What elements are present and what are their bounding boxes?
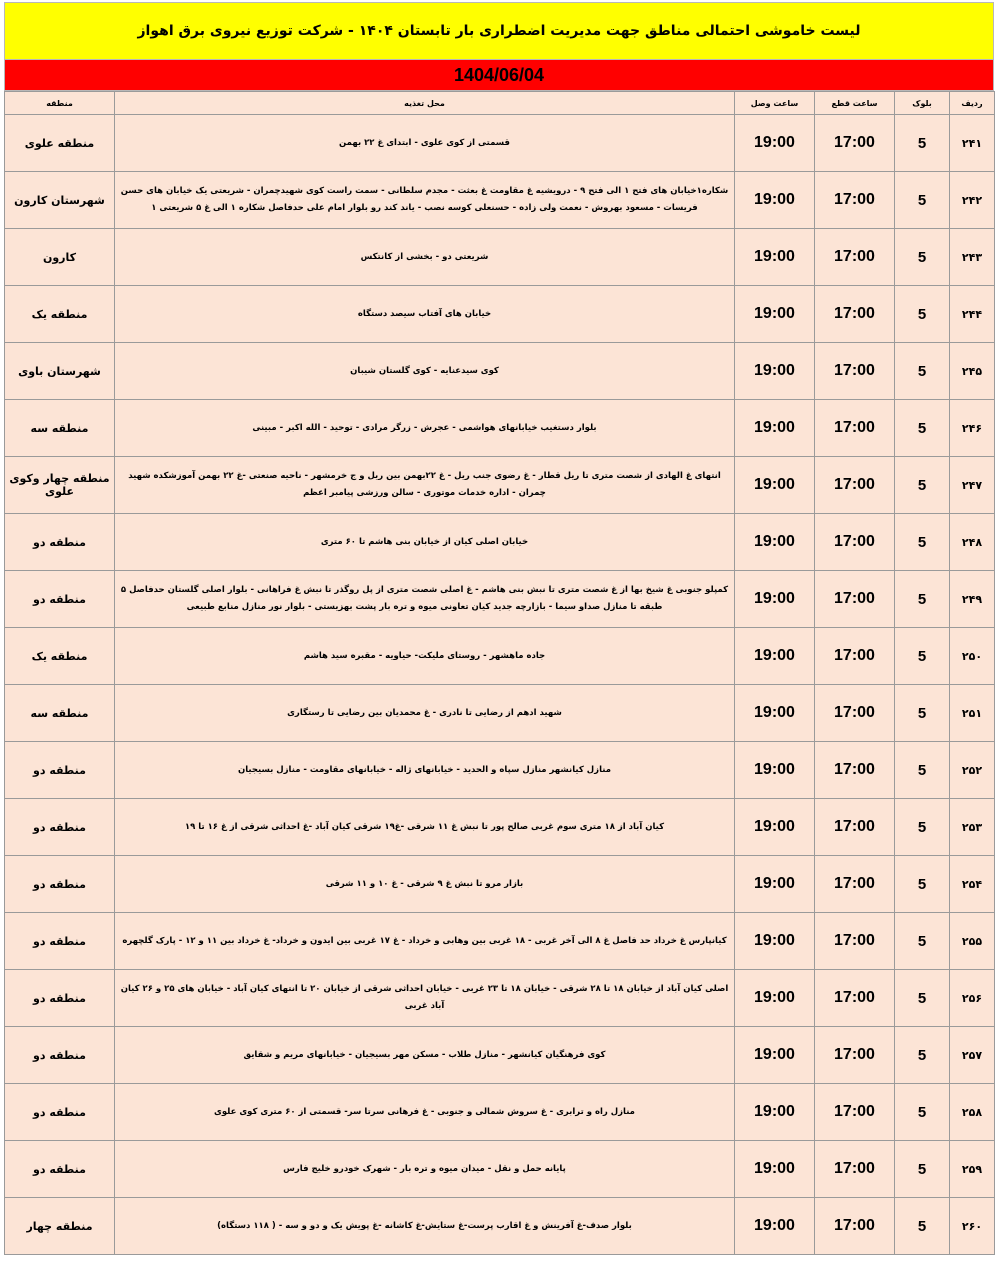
table-row <box>5 286 995 343</box>
location-cell: کوی فرهنگیان کیانشهر - منازل طلاب - مسکن مهر بسیجیان - خیابانهای مریم و شقایق <box>115 1027 735 1084</box>
block-cell: 5 <box>895 856 950 913</box>
block-cell: 5 <box>895 514 950 571</box>
block-cell: 5 <box>895 742 950 799</box>
reconnect-time-cell: 19:00 <box>735 742 815 799</box>
region-cell: منطقه یک <box>5 628 115 685</box>
table-row <box>5 400 995 457</box>
header-reconnect: ساعت وصل <box>735 92 815 115</box>
location-cell: بلوار دستغیب خیابانهای هواشمی - عجرش - زرگر مرادی - توحید - الله اکبر - مبینی <box>115 400 735 457</box>
row-number-cell: ۲۵۲ <box>950 742 995 799</box>
block-cell: 5 <box>895 1027 950 1084</box>
region-cell: شهرستان کارون <box>5 172 115 229</box>
region-cell: منطقه دو <box>5 571 115 628</box>
row-number-cell: ۲۵۶ <box>950 970 995 1027</box>
row-number-cell: ۲۴۴ <box>950 286 995 343</box>
cut-time-cell: 17:00 <box>815 799 895 856</box>
location-cell: کمپلو جنوبی غ شیخ بها از غ شصت متری تا نبش بنی هاشم - غ اصلی شصت متری از پل روگذر تا نبش غ فراهانی - بلوار اصلی گلستان حدفاصل ۵ طبقه تا منازل صداو سیما - بازارچه جدید کیان تعاونی میوه و تره بار پشت بهزیستی - بلوار نور منازل منابع طبیعی <box>115 571 735 628</box>
row-number-cell: ۲۵۴ <box>950 856 995 913</box>
cut-time-cell: 17:00 <box>815 1141 895 1198</box>
reconnect-time-cell: 19:00 <box>735 571 815 628</box>
table-row <box>5 457 995 514</box>
reconnect-time-cell: 19:00 <box>735 514 815 571</box>
location-cell: کیانپارس غ خرداد حد فاصل غ ۸ الی آخر غربی - ۱۸ غربی بین وهابی و خرداد - غ ۱۷ غربی بین ایدون و خرداد- غ خرداد بین ۱۱ و ۱۲ - پارک گلچهره <box>115 913 735 970</box>
cut-time-cell: 17:00 <box>815 400 895 457</box>
location-cell: اصلی کیان آباد از خیابان ۱۸ تا ۲۸ شرقی - خیابان ۱۸ تا ۲۳ غربی - خیابان احداثی شرقی از خیابان ۲۰ تا انتهای کیان آباد - خیابان های ۲۵ و ۲۶ کیان آباد غربی <box>115 970 735 1027</box>
location-cell: شکاره۱خیابان های فتح ۱ الی فتح ۹ - درویشیه غ مقاومت غ بعثت - مجدم سلطانی - سمت راست کوی شهیدچمران - شریعتی یک خیابان های حسن فریسات - مسعود بهروش - نعمت ولی زاده - حسنعلی کوسه نصب - یاند کند رو بلوار امام علی حدفاصل شکاره ۱ الی غ ۵ شریعتی ۱ <box>115 172 735 229</box>
table-row <box>5 856 995 913</box>
block-cell: 5 <box>895 1141 950 1198</box>
table-row <box>5 1141 995 1198</box>
date-bar <box>4 60 994 91</box>
reconnect-time-cell: 19:00 <box>735 1084 815 1141</box>
region-cell: شهرستان باوی <box>5 343 115 400</box>
reconnect-time-cell: 19:00 <box>735 115 815 172</box>
location-cell: جاده ماهشهر - روستای ملیکت- حیاویه - مقبره سید هاشم <box>115 628 735 685</box>
block-cell: 5 <box>895 115 950 172</box>
reconnect-time-cell: 19:00 <box>735 286 815 343</box>
block-cell: 5 <box>895 628 950 685</box>
reconnect-time-cell: 19:00 <box>735 1141 815 1198</box>
row-number-cell: ۲۴۱ <box>950 115 995 172</box>
reconnect-time-cell: 19:00 <box>735 172 815 229</box>
block-cell: 5 <box>895 343 950 400</box>
cut-time-cell: 17:00 <box>815 856 895 913</box>
location-cell: بلوار صدف-غ آفرینش و غ اقارب پرست-غ ستایش-غ کاشانه -غ پویش یک و دو و سه - ( ۱۱۸ دستگاه) <box>115 1198 735 1255</box>
cut-time-cell: 17:00 <box>815 1084 895 1141</box>
row-number-cell: ۲۵۹ <box>950 1141 995 1198</box>
reconnect-time-cell: 19:00 <box>735 799 815 856</box>
block-cell: 5 <box>895 799 950 856</box>
cut-time-cell: 17:00 <box>815 229 895 286</box>
row-number-cell: ۲۵۰ <box>950 628 995 685</box>
row-number-cell: ۲۵۷ <box>950 1027 995 1084</box>
outage-table <box>4 91 995 1255</box>
date-label: 1404/06/04 <box>453 64 545 85</box>
row-number-cell: ۲۴۳ <box>950 229 995 286</box>
row-number-cell: ۲۵۱ <box>950 685 995 742</box>
location-cell: انتهای غ الهادی از شصت متری تا ریل قطار - غ رضوی جنب ریل - غ ۲۲بهمن بین ریل و ج خرمشهر - ناحیه صنعتی -غ ۲۲ بهمن آموزشکده شهید چمران - اداره خدمات موتوری - سالن ورزشی پیامبر اعظم <box>115 457 735 514</box>
region-cell: منطقه سه <box>5 400 115 457</box>
block-cell: 5 <box>895 685 950 742</box>
reconnect-time-cell: 19:00 <box>735 1027 815 1084</box>
table-body <box>5 115 995 1255</box>
schedule-sheet <box>4 2 994 1255</box>
location-cell: شریعتی دو - بخشی از کانتکس <box>115 229 735 286</box>
block-cell: 5 <box>895 286 950 343</box>
row-number-cell: ۲۴۲ <box>950 172 995 229</box>
cut-time-cell: 17:00 <box>815 457 895 514</box>
table-row <box>5 913 995 970</box>
location-cell: شهید ادهم از رضایی تا نادری - غ محمدیان بین رضایی تا رستگاری <box>115 685 735 742</box>
row-number-cell: ۲۵۳ <box>950 799 995 856</box>
table-row <box>5 1198 995 1255</box>
cut-time-cell: 17:00 <box>815 913 895 970</box>
cut-time-cell: 17:00 <box>815 1198 895 1255</box>
table-header-row <box>5 92 995 115</box>
table-row <box>5 1084 995 1141</box>
header-location: محل تغذیه <box>115 92 735 115</box>
location-cell: خیابان های آفتاب سیصد دستگاه <box>115 286 735 343</box>
table-row <box>5 742 995 799</box>
row-number-cell: ۲۶۰ <box>950 1198 995 1255</box>
table-row <box>5 115 995 172</box>
table-row <box>5 970 995 1027</box>
region-cell: منطقه دو <box>5 856 115 913</box>
row-number-cell: ۲۴۹ <box>950 571 995 628</box>
table-row <box>5 799 995 856</box>
cut-time-cell: 17:00 <box>815 1027 895 1084</box>
cut-time-cell: 17:00 <box>815 343 895 400</box>
region-cell: کارون <box>5 229 115 286</box>
page-title: لیست خاموشی احتمالی مناطق جهت مدیریت اضطراری بار تابستان ۱۴۰۴ - شرکت توزیع نیروی برق اهواز <box>137 23 861 39</box>
table-row <box>5 229 995 286</box>
region-cell: منطقه دو <box>5 1141 115 1198</box>
cut-time-cell: 17:00 <box>815 514 895 571</box>
region-cell: منطقه دو <box>5 799 115 856</box>
cut-time-cell: 17:00 <box>815 571 895 628</box>
row-number-cell: ۲۵۸ <box>950 1084 995 1141</box>
region-cell: منطقه چهار وکوی علوی <box>5 457 115 514</box>
location-cell: منازل کیانشهر منازل سپاه و الحدید - خیابانهای ژاله - خیابانهای مقاومت - منازل بسیجیان <box>115 742 735 799</box>
block-cell: 5 <box>895 1198 950 1255</box>
location-cell: پایانه حمل و نقل - میدان میوه و تره بار - شهرک خودرو خلیج فارس <box>115 1141 735 1198</box>
location-cell: کوی سیدعنایه - کوی گلستان شیبان <box>115 343 735 400</box>
region-cell: منطقه دو <box>5 913 115 970</box>
reconnect-time-cell: 19:00 <box>735 1198 815 1255</box>
reconnect-time-cell: 19:00 <box>735 457 815 514</box>
region-cell: منطقه سه <box>5 685 115 742</box>
header-block: بلوک <box>895 92 950 115</box>
row-number-cell: ۲۴۵ <box>950 343 995 400</box>
row-number-cell: ۲۴۷ <box>950 457 995 514</box>
region-cell: منطقه علوی <box>5 115 115 172</box>
region-cell: منطقه دو <box>5 1027 115 1084</box>
table-row <box>5 685 995 742</box>
reconnect-time-cell: 19:00 <box>735 913 815 970</box>
block-cell: 5 <box>895 172 950 229</box>
reconnect-time-cell: 19:00 <box>735 856 815 913</box>
header-region: منطقه <box>5 92 115 115</box>
region-cell: منطقه دو <box>5 742 115 799</box>
cut-time-cell: 17:00 <box>815 628 895 685</box>
cut-time-cell: 17:00 <box>815 970 895 1027</box>
cut-time-cell: 17:00 <box>815 685 895 742</box>
reconnect-time-cell: 19:00 <box>735 343 815 400</box>
table-row <box>5 1027 995 1084</box>
location-cell: قسمتی از کوی علوی - ابتدای غ ۲۲ بهمن <box>115 115 735 172</box>
region-cell: منطقه دو <box>5 970 115 1027</box>
block-cell: 5 <box>895 970 950 1027</box>
location-cell: بازار مرو تا نبش غ ۹ شرقی - غ ۱۰ و ۱۱ شرقی <box>115 856 735 913</box>
location-cell: کیان آباد از ۱۸ متری سوم غربی صالح پور تا نبش غ ۱۱ شرقی -غ۱۹ شرقی کیان آباد -غ احداثی شرقی از غ ۱۶ تا ۱۹ <box>115 799 735 856</box>
reconnect-time-cell: 19:00 <box>735 229 815 286</box>
cut-time-cell: 17:00 <box>815 172 895 229</box>
table-row <box>5 628 995 685</box>
table-row <box>5 571 995 628</box>
region-cell: منطقه دو <box>5 1084 115 1141</box>
table-row <box>5 343 995 400</box>
row-number-cell: ۲۵۵ <box>950 913 995 970</box>
reconnect-time-cell: 19:00 <box>735 400 815 457</box>
cut-time-cell: 17:00 <box>815 115 895 172</box>
block-cell: 5 <box>895 1084 950 1141</box>
cut-time-cell: 17:00 <box>815 286 895 343</box>
row-number-cell: ۲۴۶ <box>950 400 995 457</box>
table-row <box>5 514 995 571</box>
region-cell: منطقه دو <box>5 514 115 571</box>
block-cell: 5 <box>895 229 950 286</box>
block-cell: 5 <box>895 457 950 514</box>
block-cell: 5 <box>895 913 950 970</box>
reconnect-time-cell: 19:00 <box>735 970 815 1027</box>
reconnect-time-cell: 19:00 <box>735 685 815 742</box>
row-number-cell: ۲۴۸ <box>950 514 995 571</box>
header-row: ردیف <box>950 92 995 115</box>
reconnect-time-cell: 19:00 <box>735 628 815 685</box>
header-cut: ساعت قطع <box>815 92 895 115</box>
block-cell: 5 <box>895 400 950 457</box>
title-bar <box>4 2 994 60</box>
cut-time-cell: 17:00 <box>815 742 895 799</box>
location-cell: منازل راه و ترابری - غ سروش شمالی و جنوبی - غ فرهانی سرتا سر- قسمتی از ۶۰ متری کوی علوی <box>115 1084 735 1141</box>
table-row <box>5 172 995 229</box>
region-cell: منطقه چهار <box>5 1198 115 1255</box>
region-cell: منطقه یک <box>5 286 115 343</box>
location-cell: خیابان اصلی کیان از خیابان بنی هاشم تا ۶۰ متری <box>115 514 735 571</box>
block-cell: 5 <box>895 571 950 628</box>
